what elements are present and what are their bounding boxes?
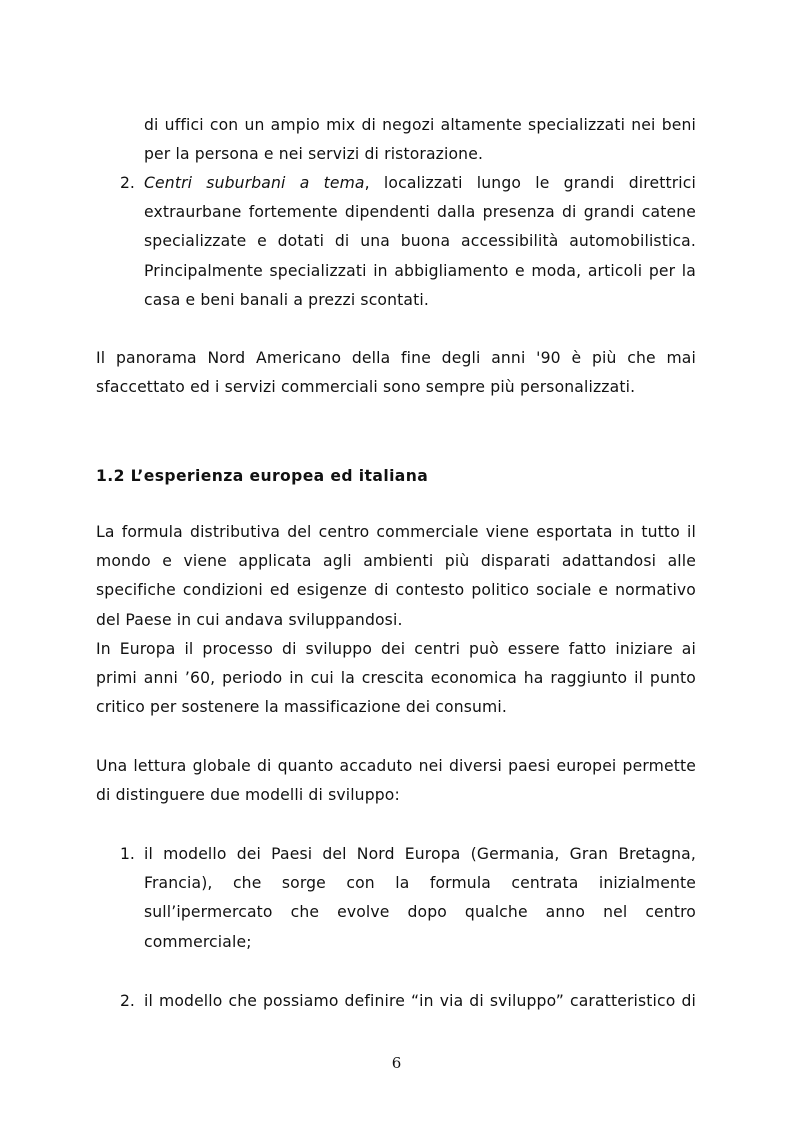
text-line: casa e beni banali a prezzi scontati.	[144, 290, 429, 309]
text-line: del Paese in cui andava sviluppandosi.	[96, 610, 403, 629]
text-line: In Europa il processo di sviluppo dei centri può essere fatto iniziare ai	[96, 640, 696, 658]
text-line: per la persona e nei servizi di ristorazione.	[144, 145, 484, 164]
text-line: sfaccettato ed i servizi commerciali sono sempre più personalizzati.	[96, 378, 636, 397]
text-line: critico per sostenere la massificazione dei consumi.	[96, 698, 507, 717]
paragraph	[96, 518, 696, 635]
text-line: specifiche condizioni ed esigenze di contesto politico sociale e normativo	[96, 581, 696, 600]
paragraph	[96, 344, 696, 402]
paragraph	[96, 635, 696, 723]
text-line: Principalmente specializzati in abbigliamento e moda, articoli per la	[144, 261, 696, 280]
text-line: La formula distributiva del centro commerciale viene esportata in tutto il	[96, 523, 696, 541]
list-item-centri-suburbani	[144, 169, 696, 315]
list-item-continuation	[144, 111, 696, 169]
list-item-nord-europa	[144, 840, 696, 957]
text-fragment: , localizzati lungo le grandi direttrici	[364, 174, 696, 192]
page-number: 6	[391, 1054, 402, 1072]
text-line: sull’ipermercato che evolve dopo qualche anno nel centro	[144, 903, 696, 922]
paragraph	[96, 752, 696, 810]
text-line: specializzate e dotati di una buona accessibilità automobilistica.	[144, 232, 696, 251]
list-item-number: 2.	[120, 992, 135, 1010]
section-heading: 1.2 L’esperienza europea ed italiana	[96, 467, 429, 485]
text-line: commerciale;	[144, 932, 252, 951]
text-line: primi anni ’60, periodo in cui la crescita economica ha raggiunto il punto	[96, 669, 696, 688]
text-line	[144, 169, 696, 198]
text-line: di distinguere due modelli di sviluppo:	[96, 786, 400, 805]
text-line: il modello dei Paesi del Nord Europa (Germania, Gran Bretagna,	[144, 845, 696, 863]
text-line: mondo e viene applicata agli ambienti più disparati adattandosi alle	[96, 552, 696, 571]
list-item-via-di-sviluppo	[144, 987, 696, 1016]
text-line: di uffici con un ampio mix di negozi altamente specializzati nei beni	[144, 116, 696, 134]
text-line: il modello che possiamo definire “in via di sviluppo” caratteristico di	[144, 992, 696, 1010]
list-item-number: 2.	[120, 174, 135, 192]
text-line: Una lettura globale di quanto accaduto nei diversi paesi europei permette	[96, 757, 696, 775]
list-item-number: 1.	[120, 845, 135, 863]
text-line: Francia), che sorge con la formula centrata inizialmente	[144, 874, 696, 893]
italic-term: Centri suburbani a tema	[144, 174, 365, 192]
text-line: Il panorama Nord Americano della fine degli anni '90 è più che mai	[96, 349, 696, 367]
text-line: extraurbane fortemente dipendenti dalla presenza di grandi catene	[144, 203, 696, 222]
